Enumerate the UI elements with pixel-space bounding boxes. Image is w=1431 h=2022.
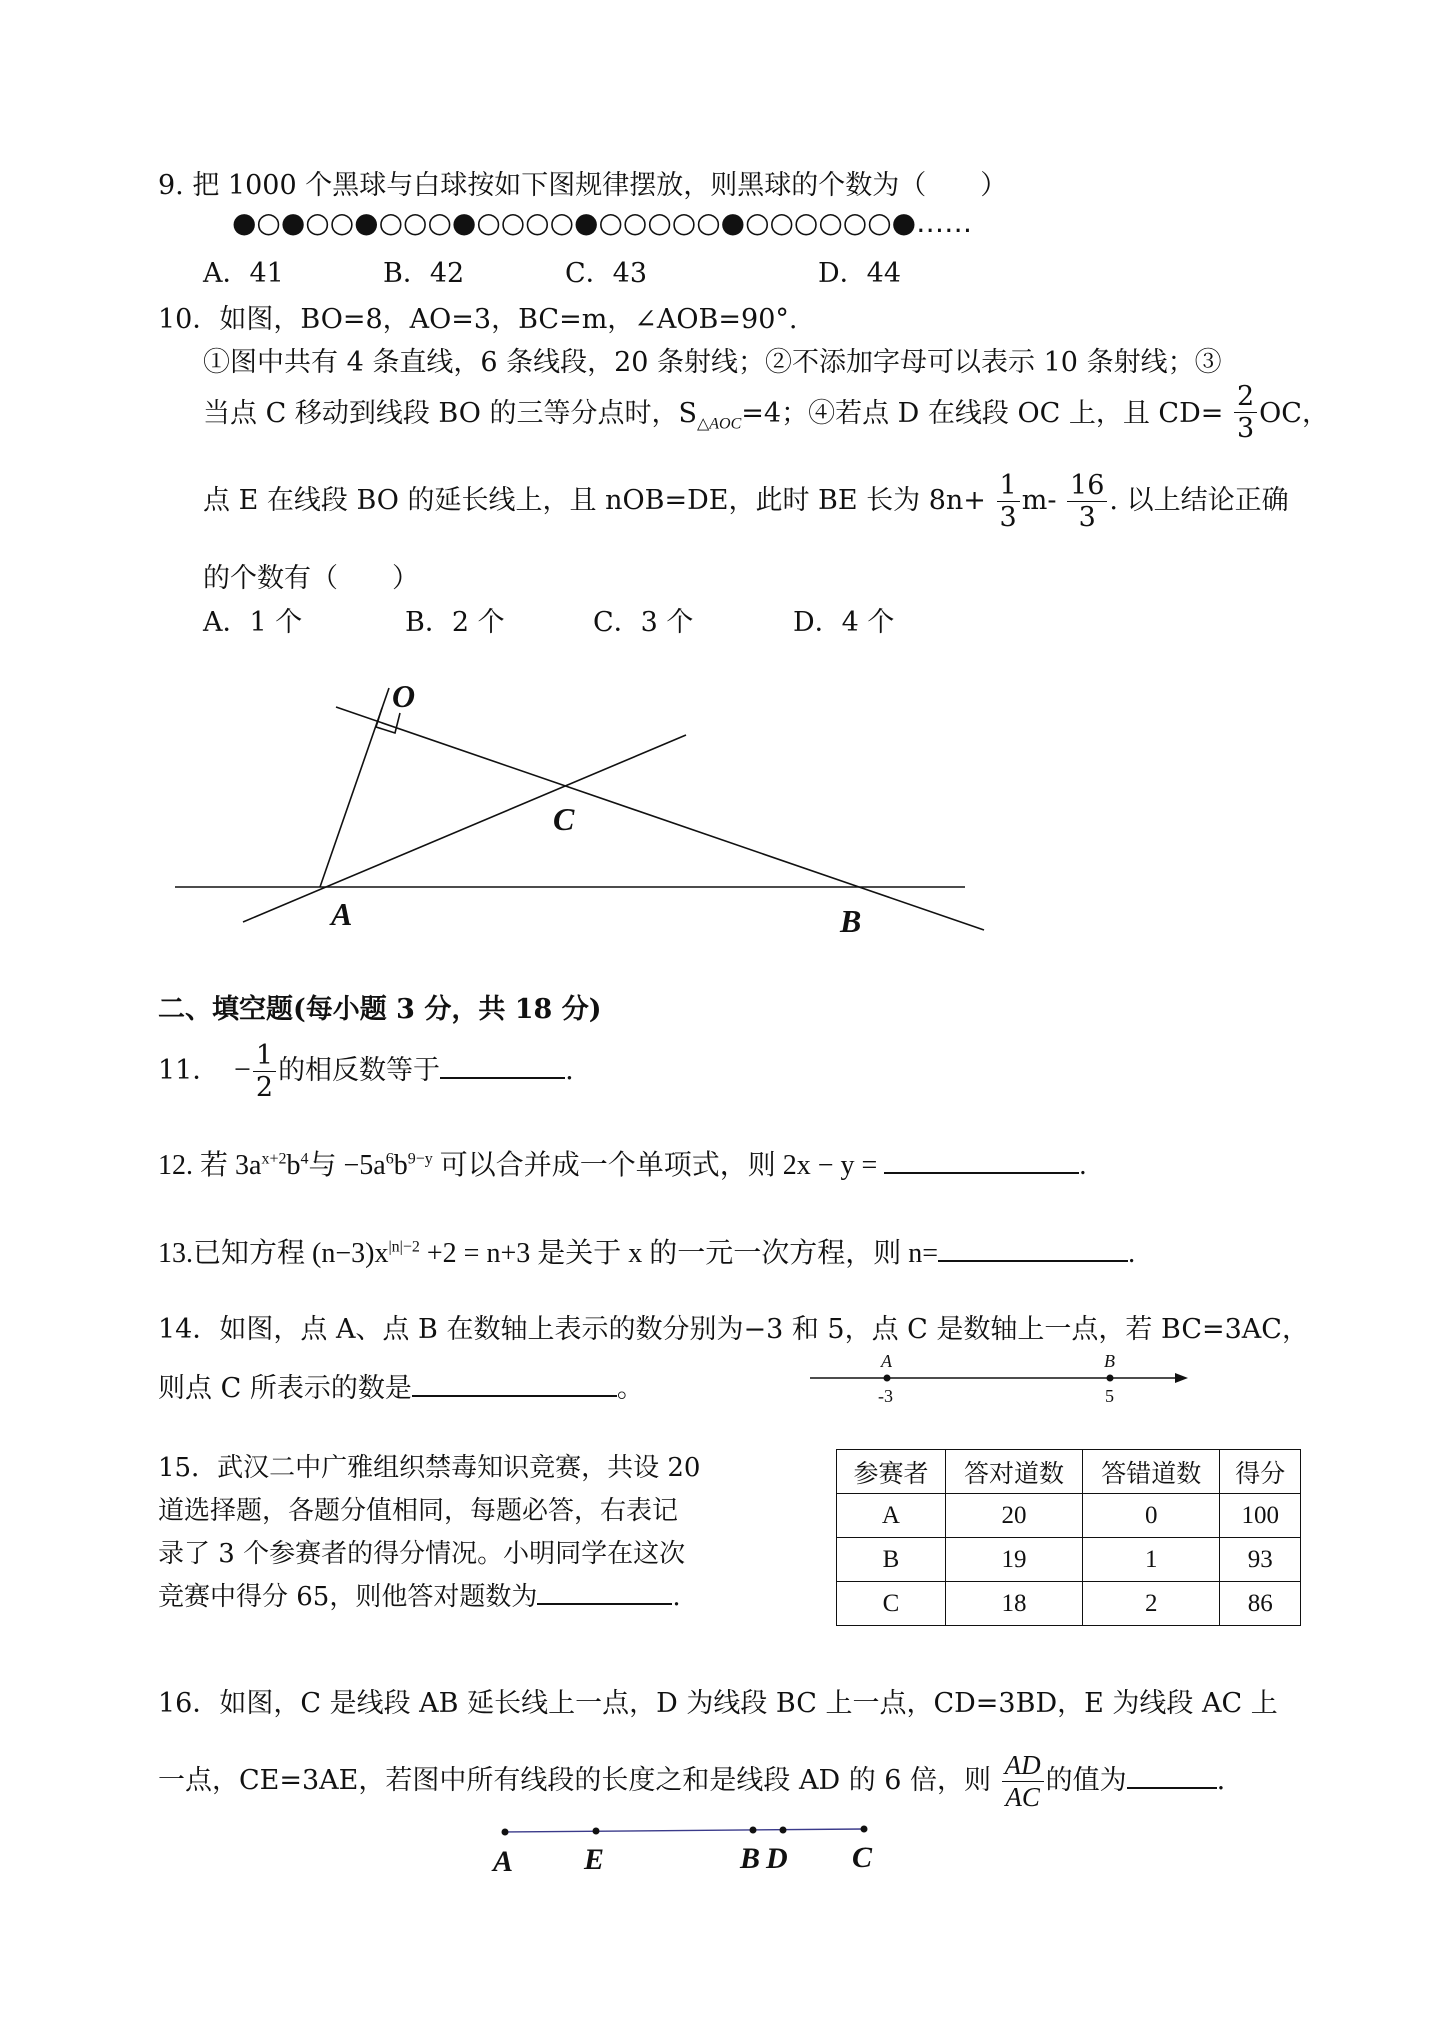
q10-option-a: A．1 个: [203, 607, 303, 638]
table-header-cell: 答对道数: [945, 1450, 1082, 1494]
q11-end: .: [565, 1055, 574, 1087]
point-a-dot: [502, 1829, 509, 1836]
q10-line-2-b: =4；④若点 D 在线段 OC 上，且 CD=: [741, 398, 1224, 430]
q10-fraction-16-3: $\frac{16}{3}$: [1067, 470, 1107, 533]
q10-option-c: C．3 个: [593, 607, 694, 638]
q10-line-3-b: m-: [1021, 485, 1057, 517]
q9-ball-pattern: ●○●○○●○○○●○○○○●○○○○○●○○○○○○●……: [232, 206, 973, 239]
q15-score-table: [836, 1449, 1301, 1626]
figure-label-b: B: [840, 903, 862, 939]
table-row: [837, 1538, 1301, 1582]
q16-line-1: 16．如图，C 是线段 AB 延长线上一点，D 为线段 BC 上一点，CD=3BD，E 为线段 AC 上: [158, 1688, 1278, 1719]
q16-fraction-ad-ac: $\frac{AD}{AC}$: [1002, 1750, 1044, 1813]
number-line-label-a: A: [881, 1351, 892, 1371]
segment-label-b: B: [740, 1842, 761, 1875]
q11-text: 的相反数等于: [278, 1055, 441, 1087]
line-through-a-and-c: [243, 735, 686, 922]
table-header-cell: 得分: [1220, 1450, 1301, 1494]
q9-option-a: A．41: [203, 258, 284, 289]
q10-fraction-2-3: $\frac{2}{3}$: [1234, 381, 1257, 444]
segment-label-a: A: [493, 1845, 514, 1878]
q11-number: 11．: [158, 1055, 220, 1087]
line-through-o-c-b: [336, 707, 984, 930]
table-cell: 1: [1083, 1538, 1220, 1582]
q9-option-b: B．42: [383, 258, 465, 289]
table-cell: 19: [945, 1538, 1082, 1582]
table-cell: 0: [1083, 1494, 1220, 1538]
table-header-cell: 参赛者: [837, 1450, 946, 1494]
point-b-dot: [1107, 1375, 1114, 1382]
q10-given: 如图，BO=8，AO=3，BC=m，∠AOB=90°.: [219, 304, 798, 335]
q9-stem: 9. 把 1000 个黑球与白球按如下图规律摆放，则黑球的个数为（ ）: [158, 170, 1008, 201]
q10-option-d: D．4 个: [793, 607, 895, 638]
table-cell: 20: [945, 1494, 1082, 1538]
point-c-dot: [861, 1826, 868, 1833]
segment-label-e: E: [584, 1843, 605, 1876]
q9-option-c: C．43: [565, 258, 648, 289]
q10-triangle-subscript: △AOC: [696, 415, 742, 433]
number-line-label-b: B: [1104, 1351, 1115, 1371]
q15-line-1: 15．武汉二中广雅组织禁毒知识竞赛，共设 20: [158, 1453, 701, 1483]
table-cell: B: [837, 1538, 946, 1582]
table-row: [837, 1582, 1301, 1626]
q16-line-2: 一点，CE=3AE，若图中所有线段的长度之和是线段 AD 的 6 倍，则 $\frac{AD}{AC}$ 的值为 .: [158, 1750, 1226, 1813]
number-line-value-a: -3: [878, 1386, 893, 1406]
q10-line-4: 的个数有（ ）: [203, 563, 419, 594]
q9-option-d: D．44: [818, 258, 902, 289]
q14-line-1: 14．如图，点 A、点 B 在数轴上表示的数分别为−3 和 5，点 C 是数轴上一点，若 BC=3AC，: [158, 1314, 1309, 1345]
q11-answer-blank[interactable]: [440, 1053, 565, 1079]
q10-line-2-c: OC，: [1259, 398, 1329, 430]
segment-label-c: C: [852, 1841, 873, 1874]
q15-line-2: 道选择题，各题分值相同，每题必答，右表记: [158, 1496, 679, 1526]
q14-answer-blank[interactable]: [412, 1371, 617, 1397]
table-cell: 86: [1220, 1582, 1301, 1626]
q10-line-1: ①图中共有 4 条直线，6 条线段，20 条射线；②不添加字母可以表示 10 条射线；③: [203, 347, 1222, 378]
q10-option-b: B．2 个: [405, 607, 505, 638]
table-cell: 100: [1220, 1494, 1301, 1538]
figure-label-o: O: [392, 678, 416, 714]
q11: [158, 1040, 574, 1103]
table-cell: C: [837, 1582, 946, 1626]
point-e-dot: [593, 1828, 600, 1835]
q10-number: 10．: [158, 304, 220, 335]
q10-fraction-1-3: $\frac{1}{3}$: [997, 470, 1020, 533]
q10-line-2-a: 当点 C 移动到线段 BO 的三等分点时，S: [203, 398, 697, 430]
q12-answer-blank[interactable]: [884, 1148, 1079, 1174]
q13: 13.已知方程 $(n-3)x^{|n|-2} +2 = n+3$ 是关于 x 的一元一次方程，则 n= .: [158, 1238, 1136, 1269]
table-header-cell: 答错道数: [1083, 1450, 1220, 1494]
point-b-dot: [750, 1827, 757, 1834]
point-d-dot: [780, 1827, 787, 1834]
q15-line-4: 竞赛中得分 65，则他答对题数为 .: [158, 1576, 681, 1613]
table-cell: 2: [1083, 1582, 1220, 1626]
table-cell: 93: [1220, 1538, 1301, 1582]
q15-answer-blank[interactable]: [537, 1579, 672, 1605]
figure-label-c: C: [553, 801, 575, 837]
q16-segment-figure: [490, 1815, 890, 1890]
q14-line-2: 则点 C 所表示的数是 。: [158, 1373, 644, 1404]
segment-label-d: D: [766, 1842, 788, 1875]
q15-line-3: 录了 3 个参赛者的得分情况。小明同学在这次: [158, 1539, 686, 1569]
q16-answer-blank[interactable]: [1127, 1763, 1217, 1789]
table-row: [837, 1494, 1301, 1538]
table-cell: A: [837, 1494, 946, 1538]
q11-minus-sign: −: [233, 1053, 251, 1087]
figure-label-a: A: [331, 896, 353, 932]
section-2-title: 二、填空题(每小题 3 分，共 18 分): [158, 994, 602, 1025]
q11-fraction-1-2: $\frac{1}{2}$: [253, 1040, 276, 1103]
q10-line-3-a: 点 E 在线段 BO 的延长线上，且 nOB=DE，此时 BE 长为 8n+: [203, 485, 986, 517]
table-cell: 18: [945, 1582, 1082, 1626]
q13-answer-blank[interactable]: [938, 1236, 1128, 1262]
table-header-row: [837, 1450, 1301, 1494]
q14-number-line: [810, 1350, 1190, 1410]
number-line-arrow: [1175, 1373, 1188, 1383]
q12: 12. 若 $3a^{x+2}b^4$与 $-5a^6b^{9-y}$ 可以合并成一个单项式，则 2x − y = .: [158, 1150, 1087, 1181]
point-a-dot: [884, 1375, 891, 1382]
q10-line-3-c: . 以上结论正确: [1109, 485, 1289, 517]
number-line-value-b: 5: [1105, 1386, 1114, 1406]
